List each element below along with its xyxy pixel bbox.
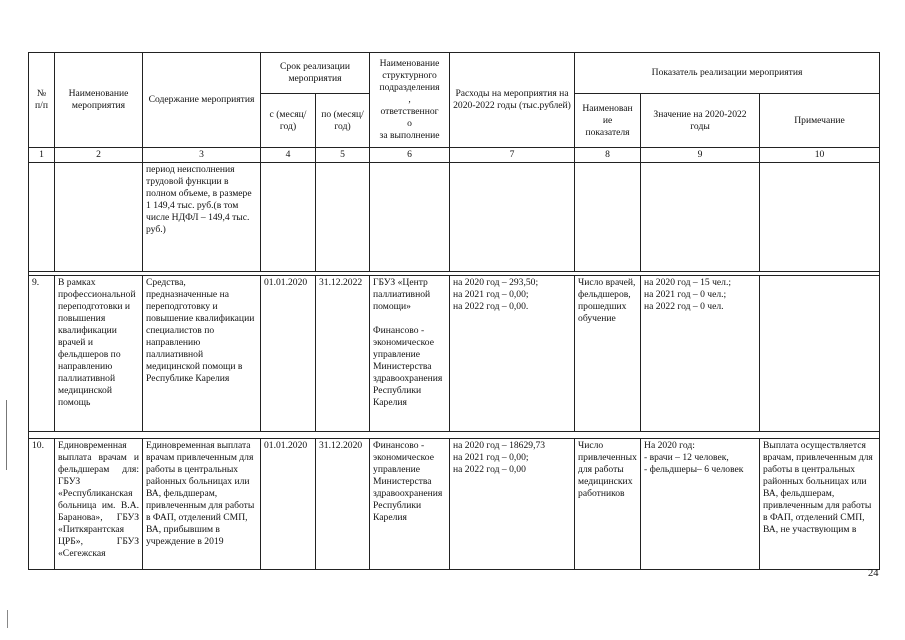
row-num: 10.: [29, 439, 55, 570]
header-ind-value: Значение на 2020-2022 годы: [641, 94, 760, 148]
col-number: 10: [760, 148, 880, 163]
col-number: 4: [261, 148, 316, 163]
table-row: [29, 439, 880, 570]
row-to: 31.12.2020: [316, 439, 370, 570]
row-content: период неисполнения трудовой функции в полном объеме, в размере 1 149,4 тыс. руб.(в том числе НДФЛ – 149,4 тыс. руб.): [143, 163, 261, 272]
row-note: [760, 276, 880, 432]
row-unit: [370, 163, 450, 272]
row-name: В рамках профессиональной переподготовки и повышения квалификации врачей и фельдшеров по направлению паллиативной медицинской помощь: [55, 276, 143, 432]
measures-table: [28, 52, 880, 570]
row-from: 01.01.2020: [261, 276, 316, 432]
row-unit: ГБУЗ «Центр паллиативной помощи» Финансово - экономическое управление Министерства здравоохранения Республики Карелия: [370, 276, 450, 432]
row-note: Выплата осуществляется врачам, привлеченным для работы в центральных районных больницах или ВА, фельдшерам, привлеченным для работы в ФАП, отделений СМП, ВА, не участвующим в: [760, 439, 880, 570]
header-unit: Наименование структурного подразделения , ответственног о за выполнение: [370, 53, 450, 148]
header-period: Срок реализации мероприятия: [261, 53, 370, 94]
row-unit: Финансово - экономическое управление Министерства здравоохранения Республики Карелия: [370, 439, 450, 570]
scan-artifact-line: [7, 610, 8, 628]
row-expenses: на 2020 год – 18629,73 на 2021 год – 0,00; на 2022 год – 0,00: [450, 439, 575, 570]
column-numbers-row: [29, 148, 880, 163]
col-number: 2: [55, 148, 143, 163]
col-number: 8: [575, 148, 641, 163]
header-expenses: Расходы на мероприятия на 2020-2022 годы (тыс.рублей): [450, 53, 575, 148]
row-to: [316, 163, 370, 272]
col-number: 3: [143, 148, 261, 163]
header-ind-name: Наименован ие показателя: [575, 94, 641, 148]
header-name: Наименование мероприятия: [55, 53, 143, 148]
row-from: [261, 163, 316, 272]
row-to: 31.12.2022: [316, 276, 370, 432]
scan-artifact-line: [6, 400, 7, 470]
row-ind-value: [641, 163, 760, 272]
header-from: с (месяц/ год): [261, 94, 316, 148]
header-to: по (месяц/ год): [316, 94, 370, 148]
header-row-1: [29, 53, 880, 94]
col-number: 5: [316, 148, 370, 163]
row-expenses: [450, 163, 575, 272]
row-note: [760, 163, 880, 272]
row-name: [55, 163, 143, 272]
row-ind-name: Число привлеченных для работы медицинских работников: [575, 439, 641, 570]
row-from: 01.01.2020: [261, 439, 316, 570]
header-content: Содержание мероприятия: [143, 53, 261, 148]
row-separator: [29, 432, 880, 439]
header-note: Примечание: [760, 94, 880, 148]
table-row: [29, 163, 880, 272]
row-num: 9.: [29, 276, 55, 432]
row-num: [29, 163, 55, 272]
col-number: 7: [450, 148, 575, 163]
col-number: 9: [641, 148, 760, 163]
header-indicator: Показатель реализации мероприятия: [575, 53, 880, 94]
header-num: № п/п: [29, 53, 55, 148]
row-ind-value: на 2020 год – 15 чел.; на 2021 год – 0 чел.; на 2022 год – 0 чел.: [641, 276, 760, 432]
col-number: 1: [29, 148, 55, 163]
row-expenses: на 2020 год – 293,50; на 2021 год – 0,00; на 2022 год – 0,00.: [450, 276, 575, 432]
row-ind-name: [575, 163, 641, 272]
row-content: Единовременная выплата врачам привлеченным для работы в центральных районных больницах или ВА, фельдшерам, привлеченным для работы в ФАП, отделений СМП, ВА, прибывшим в учреждение в 2019: [143, 439, 261, 570]
col-number: 6: [370, 148, 450, 163]
row-ind-value: На 2020 год: - врачи – 12 человек, - фельдшеры– 6 человек: [641, 439, 760, 570]
row-name: Единовременная выплата врачам и фельдшерам для: ГБУЗ «Республиканская больница им. В.А. Баранова», ГБУЗ «Питкярантская ЦРБ», ГБУЗ «Сегежская: [55, 439, 143, 570]
page-number: 24: [868, 568, 879, 579]
row-content: Средства, предназначенные на переподготовку и повышение квалификации специалистов по направлению паллиативной медицинской помощи в Республике Карелия: [143, 276, 261, 432]
table-row: [29, 276, 880, 432]
row-ind-name: Число врачей, фельдшеров, прошедших обучение: [575, 276, 641, 432]
